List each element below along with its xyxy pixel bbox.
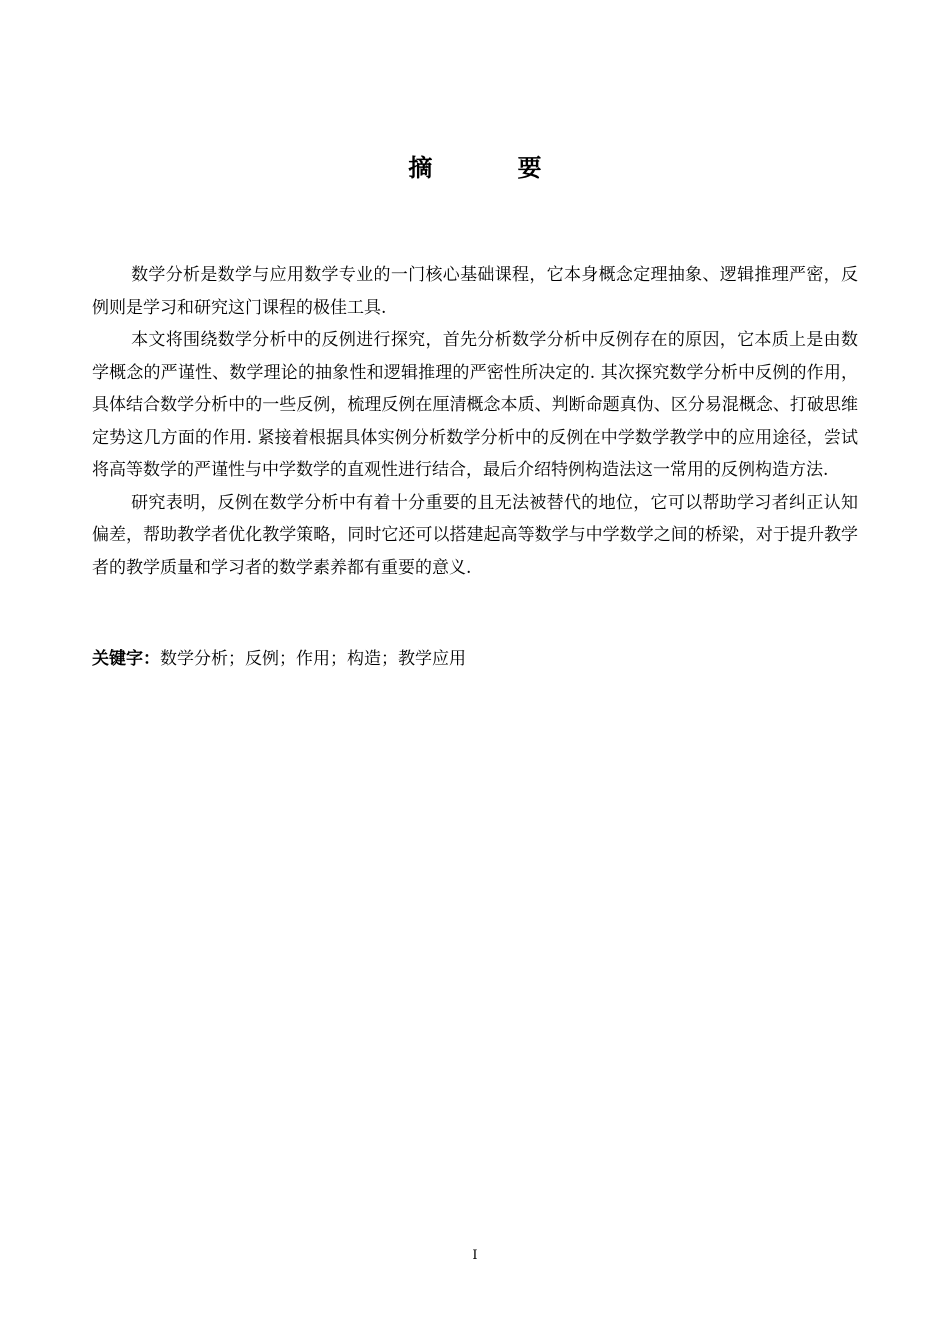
keywords-text: 数学分析；反例；作用；构造；教学应用 [160,649,466,669]
page-title: 摘 要 [408,154,580,182]
abstract-body [92,259,858,584]
keywords-line [92,645,858,673]
abstract-paragraph-2: 本文将围绕数学分析中的反例进行探究，首先分析数学分析中反例存在的原因，它本质上是由数学概念的严谨性、数学理论的抽象性和逻辑推理的严密性所决定的. 其次探究数学分析中反例的作用，具体结合数学分析中的一些反例，梳理反例在厘清概念本质、判断命题真伪、区分易混概念、打破思维定势这几方面的作用. 紧接着根据具体实例分析数学分析中的反例在中学数学教学中的应用途径，尝试将高等数学的严谨性与中学数学的直观性进行结合，最后介绍特例构造法这一常用的反例构造方法. [92,330,858,480]
page-number: I [472,1248,478,1263]
abstract-paragraph-3: 研究表明，反例在数学分析中有着十分重要的且无法被替代的地位，它可以帮助学习者纠正认知偏差，帮助教学者优化教学策略，同时它还可以搭建起高等数学与中学数学之间的桥梁，对于提升教学者的教学质量和学习者的数学素养都有重要的意义. [92,492,858,578]
keywords-label: 关键字： [92,649,160,669]
abstract-paragraph-1: 数学分析是数学与应用数学专业的一门核心基础课程，它本身概念定理抽象、逻辑推理严密，反例则是学习和研究这门课程的极佳工具. [92,265,858,318]
